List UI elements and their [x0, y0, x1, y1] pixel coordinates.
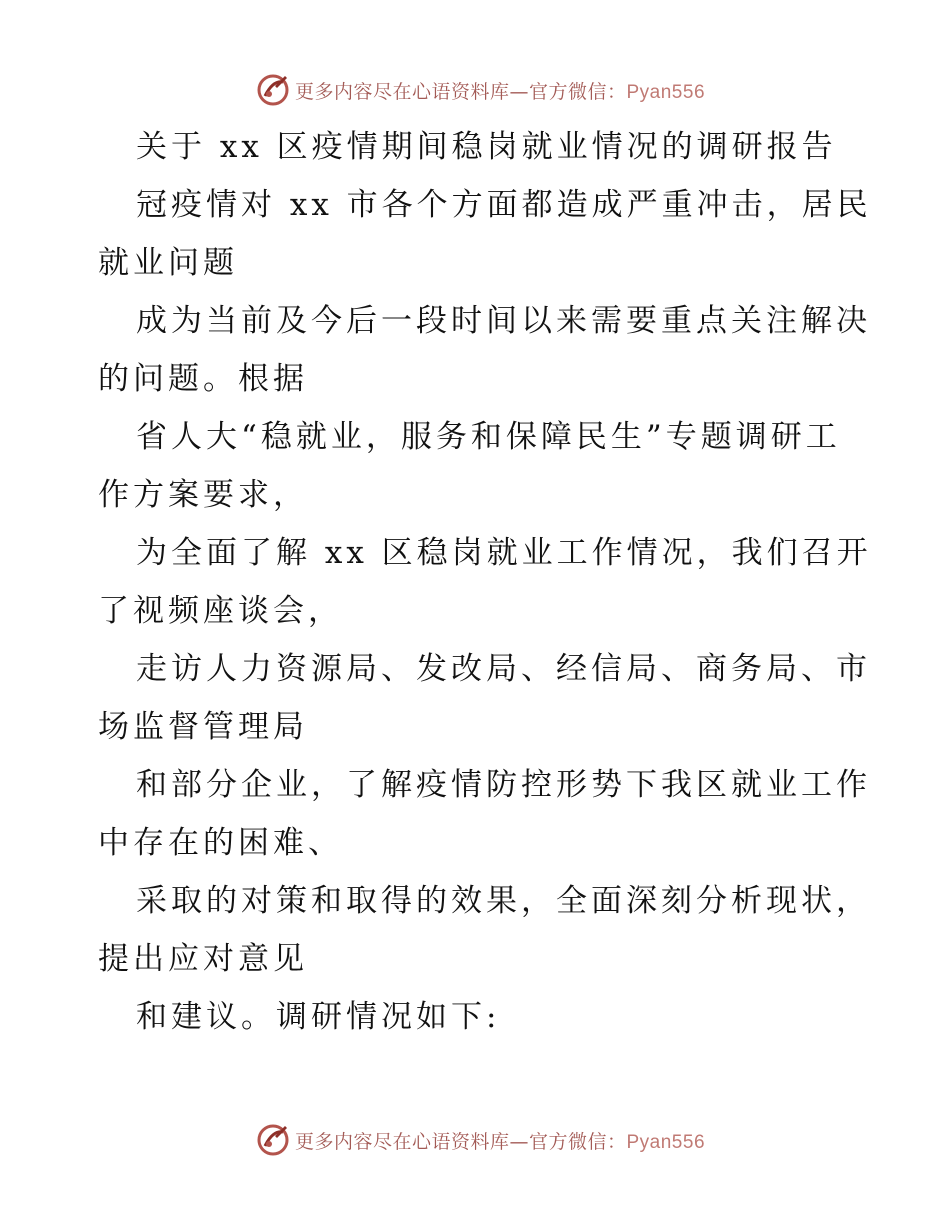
paragraph-line: 和建议。调研情况如下:: [136, 999, 501, 1035]
paragraph-line: 省人大“稳就业，服务和保障民生”专题调研工: [136, 419, 841, 455]
footer-watermark: [0, 1120, 950, 1160]
paragraph-line: 走访人力资源局、发改局、经信局、商务局、市: [136, 651, 871, 687]
paragraph-line: 冠疫情对 xx 市各个方面都造成严重冲击，居民: [136, 187, 872, 223]
paragraph-line: 提出应对意见: [98, 941, 308, 977]
watermark-wechat-id: Pyan556: [626, 1131, 706, 1153]
watermark-wechat-label: 官方微信：: [528, 80, 627, 103]
watermark-brand: 更多内容尽在心语资料库: [294, 80, 510, 103]
header-watermark: [0, 70, 950, 110]
paragraph-line: 了视频座谈会，: [98, 593, 343, 629]
ink-brush-logo-icon: [255, 72, 291, 108]
paragraph-line: 作方案要求，: [98, 477, 308, 513]
watermark-text: [295, 77, 705, 104]
ink-brush-logo-icon: [255, 1122, 291, 1158]
paragraph-line: 中存在的困难、: [98, 825, 343, 861]
document-title: 关于 xx 区疫情期间稳岗就业情况的调研报告: [136, 129, 837, 165]
paragraph-line: 就业问题: [98, 245, 238, 281]
watermark-separator: —: [509, 80, 529, 103]
paragraph-line: 为全面了解 xx 区稳岗就业工作情况，我们召开: [136, 535, 872, 571]
watermark-wechat-id: Pyan556: [626, 81, 706, 103]
paragraph-line: 和部分企业，了解疫情防控形势下我区就业工作: [136, 767, 871, 803]
watermark-brand: 更多内容尽在心语资料库: [294, 1130, 510, 1153]
watermark-text: [295, 1127, 705, 1154]
paragraph-line: 场监督管理局: [98, 709, 308, 745]
watermark-separator: —: [509, 1130, 529, 1153]
paragraph-line: 成为当前及今后一段时间以来需要重点关注解决: [136, 303, 871, 339]
paragraph-line: 的问题。根据: [98, 361, 308, 397]
watermark-wechat-label: 官方微信：: [528, 1130, 627, 1153]
paragraph-line: 采取的对策和取得的效果，全面深刻分析现状，: [136, 883, 871, 919]
document-body: [98, 118, 872, 1046]
